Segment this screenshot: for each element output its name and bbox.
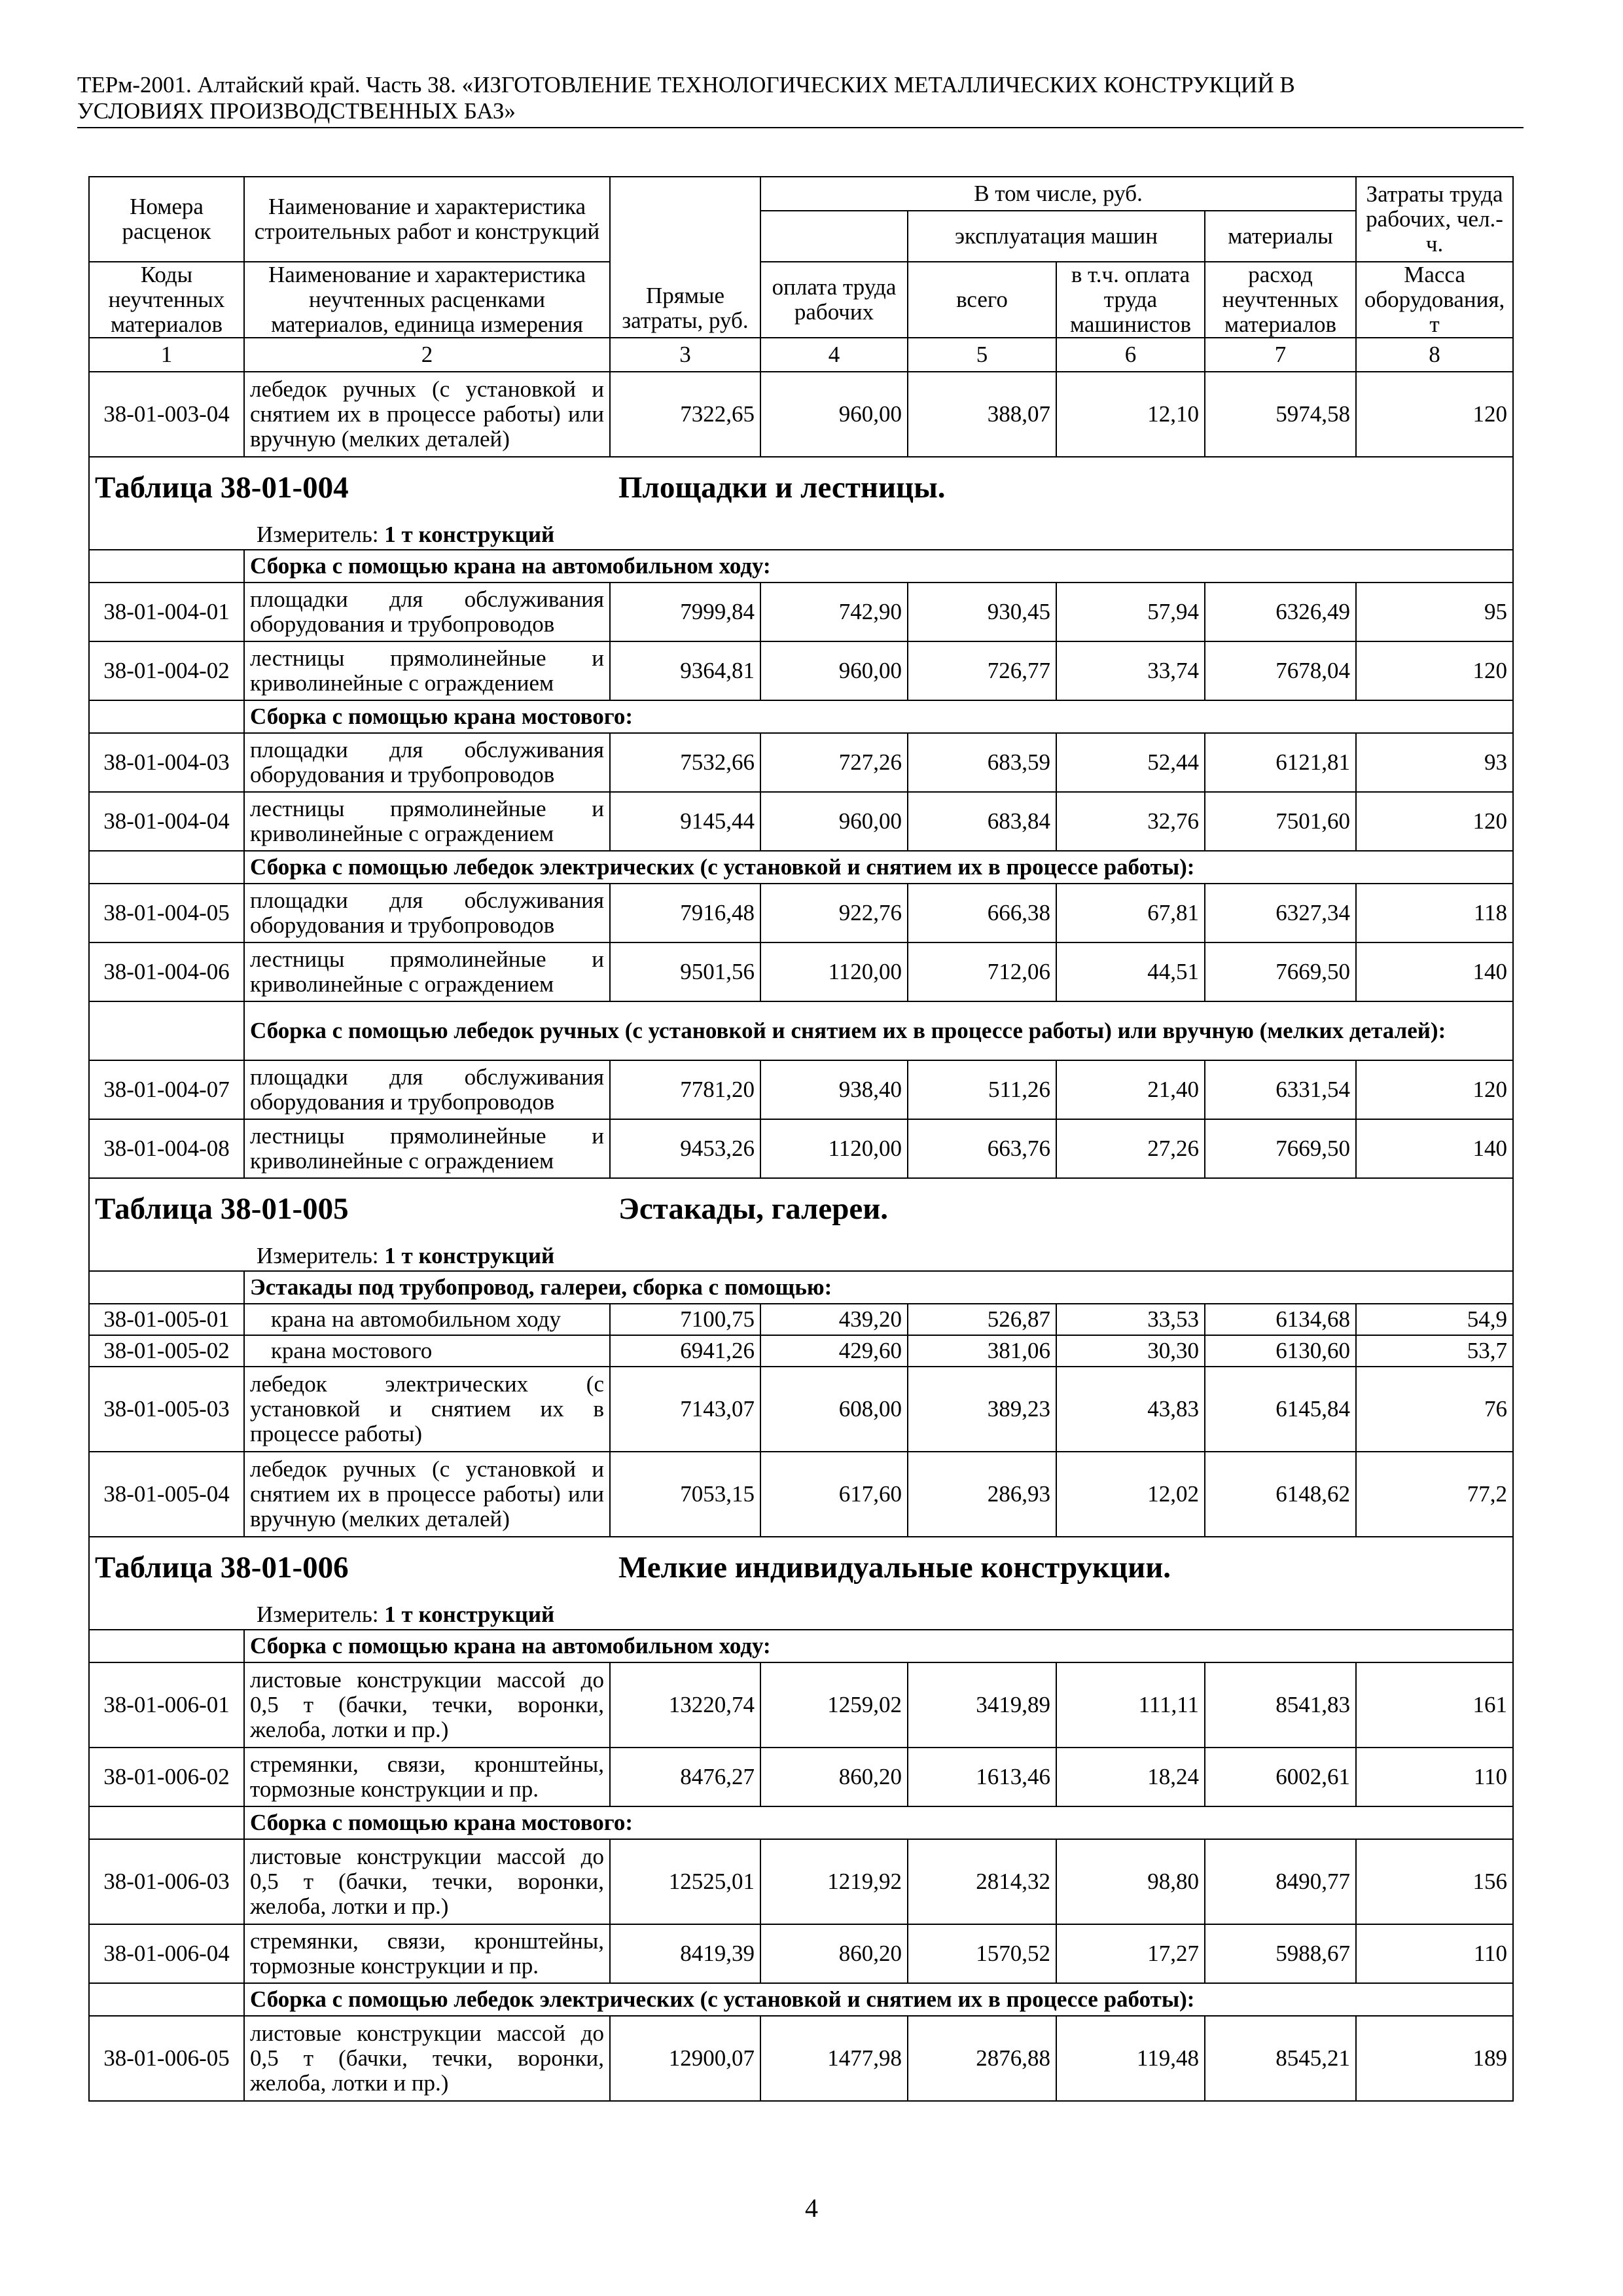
table-row	[89, 1839, 1513, 1924]
direct-cost: 9145,44	[610, 792, 760, 851]
machines-total: 511,26	[908, 1060, 1056, 1119]
section-heading: Сборка с помощью крана мостового:	[244, 1806, 1513, 1839]
machines-total: 2814,32	[908, 1839, 1056, 1924]
materials-cost: 5988,67	[1205, 1924, 1356, 1983]
machines-total: 666,38	[908, 884, 1056, 942]
materials-cost: 6331,54	[1205, 1060, 1356, 1119]
head-machines: эксплуатация машин	[908, 211, 1205, 262]
rate-code: 38-01-006-05	[89, 2016, 244, 2101]
rate-code: 38-01-006-02	[89, 1748, 244, 1806]
worker-pay: 1120,00	[760, 1119, 908, 1178]
materials-cost: 8541,83	[1205, 1662, 1356, 1748]
table-row	[89, 1335, 1513, 1367]
table-name: Мелкие индивидуальные конструкции.	[618, 1551, 1171, 1585]
table-name: Площадки и лестницы.	[618, 471, 946, 505]
materials-cost: 8490,77	[1205, 1839, 1356, 1924]
table-name: Эстакады, галереи.	[618, 1192, 889, 1226]
col-num: 5	[908, 338, 1056, 372]
head-col1-b: Коды неучтенных материалов	[89, 262, 244, 338]
operator-pay: 98,80	[1056, 1839, 1205, 1924]
operator-pay: 67,81	[1056, 884, 1205, 942]
machines-total: 388,07	[908, 372, 1056, 457]
direct-cost: 9501,56	[610, 942, 760, 1001]
meter-value: 1 т конструкций	[384, 1243, 555, 1268]
table-row	[89, 1924, 1513, 1983]
machines-total: 2876,88	[908, 2016, 1056, 2101]
head-col6: в т.ч. оплата труда машинистов	[1056, 262, 1205, 338]
labor-hours: 189	[1356, 2016, 1513, 2101]
direct-cost: 7053,15	[610, 1452, 760, 1537]
materials-cost: 6002,61	[1205, 1748, 1356, 1806]
col-num: 8	[1356, 338, 1513, 372]
table-title: Таблица 38-01-004	[95, 471, 349, 505]
operator-pay: 12,10	[1056, 372, 1205, 457]
meter-label: Измеритель:	[257, 1602, 379, 1627]
table-heading	[89, 1178, 1513, 1242]
col-num: 3	[610, 338, 760, 372]
operator-pay: 43,83	[1056, 1367, 1205, 1452]
direct-cost: 12900,07	[610, 2016, 760, 2101]
machines-total: 286,93	[908, 1452, 1056, 1537]
table-row	[89, 1060, 1513, 1119]
labor-hours: 77,2	[1356, 1452, 1513, 1537]
head-col8-a: Затраты труда рабочих, чел.-ч.	[1356, 177, 1513, 262]
rate-code: 38-01-004-05	[89, 884, 244, 942]
rate-code: 38-01-004-07	[89, 1060, 244, 1119]
price-table	[88, 176, 1514, 2102]
direct-cost: 8476,27	[610, 1748, 760, 1806]
direct-cost: 7143,07	[610, 1367, 760, 1452]
direct-cost: 9453,26	[610, 1119, 760, 1178]
head-col2-a: Наименование и характеристика строительных работ и конструкций	[244, 177, 610, 262]
table-row	[89, 583, 1513, 641]
table-row	[89, 2016, 1513, 2101]
table-row	[89, 884, 1513, 942]
materials-cost: 6134,68	[1205, 1304, 1356, 1335]
rate-code: 38-01-006-03	[89, 1839, 244, 1924]
operator-pay: 32,76	[1056, 792, 1205, 851]
worker-pay: 922,76	[760, 884, 908, 942]
operator-pay: 17,27	[1056, 1924, 1205, 1983]
labor-hours: 76	[1356, 1367, 1513, 1452]
table-title: Таблица 38-01-005	[95, 1192, 349, 1226]
worker-pay: 1120,00	[760, 942, 908, 1001]
head-col5: всего	[908, 262, 1056, 338]
direct-cost: 7781,20	[610, 1060, 760, 1119]
labor-hours: 53,7	[1356, 1335, 1513, 1367]
head-col4: оплата труда рабочих	[760, 262, 908, 338]
rate-description: листовые конструкции массой до 0,5 т (бачки, течки, воронки, желоба, лотки и пр.)	[244, 1839, 610, 1924]
rate-code: 38-01-005-02	[89, 1335, 244, 1367]
head-incl: В том числе, руб.	[760, 177, 1356, 211]
operator-pay: 12,02	[1056, 1452, 1205, 1537]
direct-cost: 9364,81	[610, 641, 760, 700]
rate-code: 38-01-005-01	[89, 1304, 244, 1335]
materials-cost: 7501,60	[1205, 792, 1356, 851]
col-num: 7	[1205, 338, 1356, 372]
direct-cost: 12525,01	[610, 1839, 760, 1924]
meter-value: 1 т конструкций	[384, 1602, 555, 1627]
table-row	[89, 1452, 1513, 1537]
rate-description: лебедок ручных (с установкой и снятием их в процессе работы) или вручную (мелких деталей)	[244, 372, 610, 457]
rate-description: листовые конструкции массой до 0,5 т (бачки, течки, воронки, желоба, лотки и пр.)	[244, 2016, 610, 2101]
machines-total: 389,23	[908, 1367, 1056, 1452]
head-materials: материалы	[1205, 211, 1356, 262]
materials-cost: 6145,84	[1205, 1367, 1356, 1452]
worker-pay: 960,00	[760, 792, 908, 851]
worker-pay: 742,90	[760, 583, 908, 641]
direct-cost: 7999,84	[610, 583, 760, 641]
rate-description: листовые конструкции массой до 0,5 т (бачки, течки, воронки, желоба, лотки и пр.)	[244, 1662, 610, 1748]
machines-total: 526,87	[908, 1304, 1056, 1335]
labor-hours: 161	[1356, 1662, 1513, 1748]
rate-description: лестницы прямолинейные и криволинейные с ограждением	[244, 1119, 610, 1178]
col-num: 1	[89, 338, 244, 372]
section-heading: Сборка с помощью лебедок электрических (с установкой и снятием их в процессе работы):	[244, 1983, 1513, 2016]
worker-pay: 439,20	[760, 1304, 908, 1335]
head-col8-b: Масса оборудования, т	[1356, 262, 1513, 338]
section-heading: Сборка с помощью лебедок электрических (с установкой и снятием их в процессе работы):	[244, 851, 1513, 884]
worker-pay: 429,60	[760, 1335, 908, 1367]
machines-total: 683,59	[908, 733, 1056, 792]
worker-pay: 860,20	[760, 1924, 908, 1983]
meter-label: Измеритель:	[257, 1243, 379, 1268]
operator-pay: 33,53	[1056, 1304, 1205, 1335]
section-heading: Сборка с помощью крана на автомобильном ходу:	[244, 1630, 1513, 1662]
meter-line	[89, 1600, 1513, 1630]
direct-cost: 7100,75	[610, 1304, 760, 1335]
table-row	[89, 1748, 1513, 1806]
rate-code: 38-01-005-03	[89, 1367, 244, 1452]
worker-pay: 727,26	[760, 733, 908, 792]
rate-description: лестницы прямолинейные и криволинейные с ограждением	[244, 792, 610, 851]
direct-cost: 7916,48	[610, 884, 760, 942]
table-row	[89, 1304, 1513, 1335]
rate-description: площадки для обслуживания оборудования и трубопроводов	[244, 884, 610, 942]
labor-hours: 95	[1356, 583, 1513, 641]
operator-pay: 18,24	[1056, 1748, 1205, 1806]
head-col7: расход неучтенных материалов	[1205, 262, 1356, 338]
table-row	[89, 792, 1513, 851]
worker-pay: 860,20	[760, 1748, 908, 1806]
labor-hours: 120	[1356, 641, 1513, 700]
labor-hours: 110	[1356, 1748, 1513, 1806]
rate-description: площадки для обслуживания оборудования и трубопроводов	[244, 733, 610, 792]
rate-description: площадки для обслуживания оборудования и трубопроводов	[244, 583, 610, 641]
materials-cost: 6121,81	[1205, 733, 1356, 792]
table-heading	[89, 1537, 1513, 1600]
direct-cost: 13220,74	[610, 1662, 760, 1748]
materials-cost: 5974,58	[1205, 372, 1356, 457]
table-row	[89, 1662, 1513, 1748]
table-row	[89, 372, 1513, 457]
col-num: 4	[760, 338, 908, 372]
worker-pay: 960,00	[760, 641, 908, 700]
page-header	[77, 72, 1524, 128]
table-row	[89, 942, 1513, 1001]
worker-pay: 1259,02	[760, 1662, 908, 1748]
materials-cost: 7669,50	[1205, 1119, 1356, 1178]
table-row	[89, 1119, 1513, 1178]
operator-pay: 44,51	[1056, 942, 1205, 1001]
labor-hours: 120	[1356, 1060, 1513, 1119]
operator-pay: 52,44	[1056, 733, 1205, 792]
header-line-2: УСЛОВИЯХ ПРОИЗВОДСТВЕННЫХ БАЗ»	[77, 98, 516, 124]
worker-pay: 1219,92	[760, 1839, 908, 1924]
rate-description: крана на автомобильном ходу	[244, 1304, 610, 1335]
meter-value: 1 т конструкций	[384, 522, 555, 547]
table-heading	[89, 457, 1513, 520]
materials-cost: 6327,34	[1205, 884, 1356, 942]
page-number: 4	[805, 2193, 818, 2223]
materials-cost: 8545,21	[1205, 2016, 1356, 2101]
machines-total: 1613,46	[908, 1748, 1056, 1806]
rate-code: 38-01-006-01	[89, 1662, 244, 1748]
rate-description: лестницы прямолинейные и криволинейные с ограждением	[244, 942, 610, 1001]
worker-pay: 617,60	[760, 1452, 908, 1537]
rate-code: 38-01-004-01	[89, 583, 244, 641]
rate-description: крана мостового	[244, 1335, 610, 1367]
machines-total: 1570,52	[908, 1924, 1056, 1983]
worker-pay: 1477,98	[760, 2016, 908, 2101]
section-heading: Сборка с помощью лебедок ручных (с установкой и снятием их в процессе работы) или вручную (мелких деталей):	[244, 1001, 1513, 1060]
meter-line	[89, 1242, 1513, 1271]
table-row	[89, 1367, 1513, 1452]
worker-pay: 608,00	[760, 1367, 908, 1452]
rate-code: 38-01-004-04	[89, 792, 244, 851]
materials-cost: 7669,50	[1205, 942, 1356, 1001]
rate-code: 38-01-004-06	[89, 942, 244, 1001]
machines-total: 683,84	[908, 792, 1056, 851]
materials-cost: 6130,60	[1205, 1335, 1356, 1367]
labor-hours: 93	[1356, 733, 1513, 792]
labor-hours: 120	[1356, 372, 1513, 457]
col-num: 6	[1056, 338, 1205, 372]
labor-hours: 140	[1356, 942, 1513, 1001]
direct-cost: 7532,66	[610, 733, 760, 792]
section-heading: Сборка с помощью крана мостового:	[244, 700, 1513, 733]
operator-pay: 111,11	[1056, 1662, 1205, 1748]
rate-description: стремянки, связи, кронштейны, тормозные конструкции и пр.	[244, 1924, 610, 1983]
direct-cost: 6941,26	[610, 1335, 760, 1367]
table-row	[89, 641, 1513, 700]
labor-hours: 140	[1356, 1119, 1513, 1178]
labor-hours: 120	[1356, 792, 1513, 851]
section-heading: Эстакады под трубопровод, галереи, сборка с помощью:	[244, 1271, 1513, 1304]
labor-hours: 54,9	[1356, 1304, 1513, 1335]
machines-total: 712,06	[908, 942, 1056, 1001]
materials-cost: 6326,49	[1205, 583, 1356, 641]
operator-pay: 33,74	[1056, 641, 1205, 700]
machines-total: 726,77	[908, 641, 1056, 700]
meter-label: Измеритель:	[257, 522, 379, 547]
head-col3: Прямые затраты, руб.	[610, 177, 760, 338]
rate-description: площадки для обслуживания оборудования и трубопроводов	[244, 1060, 610, 1119]
meter-line	[89, 520, 1513, 550]
rate-code: 38-01-004-02	[89, 641, 244, 700]
machines-total: 381,06	[908, 1335, 1056, 1367]
section-heading: Сборка с помощью крана на автомобильном ходу:	[244, 550, 1513, 583]
rate-code: 38-01-004-03	[89, 733, 244, 792]
direct-cost: 7322,65	[610, 372, 760, 457]
machines-total: 930,45	[908, 583, 1056, 641]
operator-pay: 119,48	[1056, 2016, 1205, 2101]
header-line-1: ТЕРм-2001. Алтайский край. Часть 38. «ИЗГОТОВЛЕНИЕ ТЕХНОЛОГИЧЕСКИХ МЕТАЛЛИЧЕСКИХ КОНСТРУКЦИЙ В	[77, 72, 1295, 98]
machines-total: 663,76	[908, 1119, 1056, 1178]
head-col2-b: Наименование и характеристика неучтенных расценками материалов, единица измерения	[244, 262, 610, 338]
rate-code: 38-01-006-04	[89, 1924, 244, 1983]
direct-cost: 8419,39	[610, 1924, 760, 1983]
labor-hours: 118	[1356, 884, 1513, 942]
operator-pay: 21,40	[1056, 1060, 1205, 1119]
rate-description: лестницы прямолинейные и криволинейные с ограждением	[244, 641, 610, 700]
table-row	[89, 733, 1513, 792]
labor-hours: 156	[1356, 1839, 1513, 1924]
rate-description: лебедок электрических (с установкой и снятием их в процессе работы)	[244, 1367, 610, 1452]
operator-pay: 27,26	[1056, 1119, 1205, 1178]
rate-code: 38-01-005-04	[89, 1452, 244, 1537]
rate-description: стремянки, связи, кронштейны, тормозные конструкции и пр.	[244, 1748, 610, 1806]
head-col1-a: Номера расценок	[89, 177, 244, 262]
operator-pay: 57,94	[1056, 583, 1205, 641]
labor-hours: 110	[1356, 1924, 1513, 1983]
worker-pay: 938,40	[760, 1060, 908, 1119]
materials-cost: 7678,04	[1205, 641, 1356, 700]
col-num: 2	[244, 338, 610, 372]
materials-cost: 6148,62	[1205, 1452, 1356, 1537]
rate-code: 38-01-004-08	[89, 1119, 244, 1178]
machines-total: 3419,89	[908, 1662, 1056, 1748]
rate-code: 38-01-003-04	[89, 372, 244, 457]
worker-pay: 960,00	[760, 372, 908, 457]
rate-description: лебедок ручных (с установкой и снятием их в процессе работы) или вручную (мелких деталей)	[244, 1452, 610, 1537]
table-title: Таблица 38-01-006	[95, 1551, 349, 1585]
operator-pay: 30,30	[1056, 1335, 1205, 1367]
